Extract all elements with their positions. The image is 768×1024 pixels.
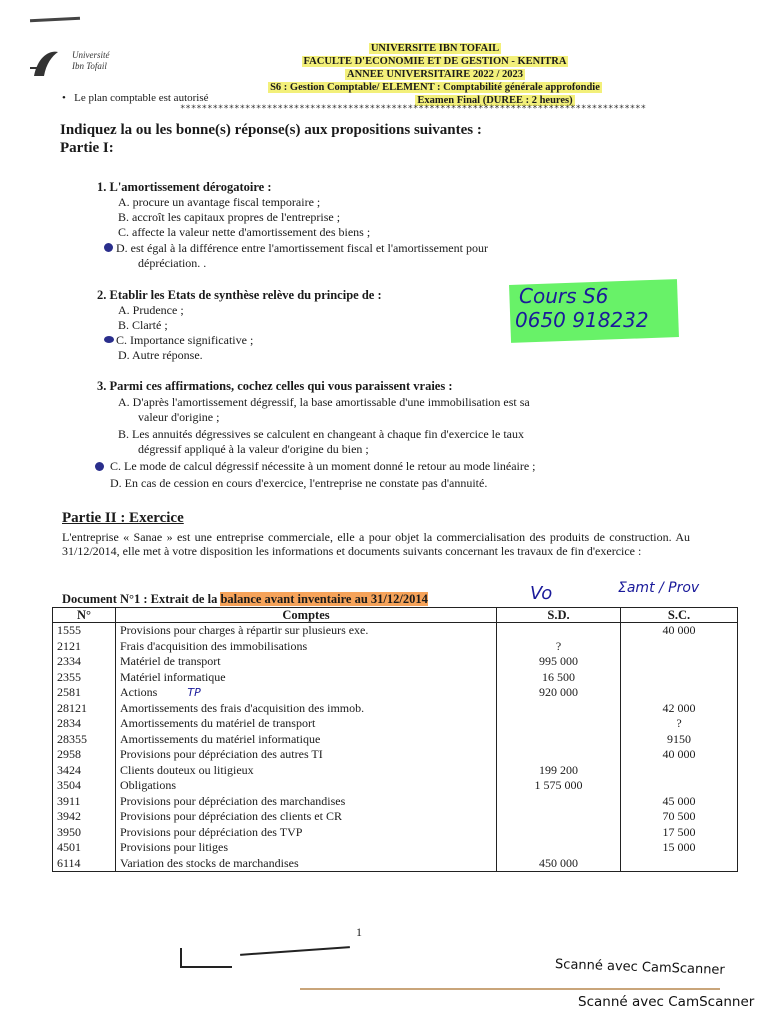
question-2-option-c: C. Importance significative ; <box>116 333 254 347</box>
document-1-title: Document N°1 : Extrait de la balance avant inventaire au 31/12/2014 <box>62 592 428 606</box>
question-1-option-a: A. procure un avantage fiscal temporaire ; <box>118 195 321 209</box>
cell-sd: 199 200 <box>497 763 621 779</box>
cell-sd: 1 575 000 <box>497 778 621 794</box>
cell-no: 3424 <box>53 763 116 779</box>
col-header-no: N° <box>53 608 116 623</box>
cell-no: 28355 <box>53 732 116 748</box>
table-row <box>53 654 738 670</box>
separator-stars: ************************************************************************************** <box>180 104 646 114</box>
camscanner-watermark: Scanné avec CamScanner <box>554 957 726 978</box>
table-row <box>53 701 738 717</box>
cell-sc <box>621 654 738 670</box>
answer-mark-icon <box>95 462 104 471</box>
cell-sc <box>621 856 738 872</box>
table-row <box>53 840 738 856</box>
cell-sc: 17 500 <box>621 825 738 841</box>
table-row <box>53 809 738 825</box>
cell-no: 6114 <box>53 856 116 872</box>
instruction-heading: Indiquez la ou les bonne(s) réponse(s) aux propositions suivantes : <box>60 122 482 138</box>
cell-sd: 16 500 <box>497 670 621 686</box>
cell-no: 3950 <box>53 825 116 841</box>
table-row <box>53 732 738 748</box>
plan-comptable-note: • Le plan comptable est autorisé <box>62 92 209 104</box>
header-line-1: UNIVERSITE IBN TOFAIL <box>370 43 500 54</box>
cell-compte: Amortissements du matériel informatique <box>116 732 497 748</box>
col-header-sc: S.C. <box>621 608 738 623</box>
cell-compte: Variation des stocks de marchandises <box>116 856 497 872</box>
question-3-option-a-cont: valeur d'origine ; <box>138 410 220 424</box>
cell-sc <box>621 639 738 655</box>
page-number: 1 <box>356 925 362 939</box>
cell-sc: 40 000 <box>621 747 738 763</box>
cell-no: 2334 <box>53 654 116 670</box>
handwritten-tp: TP <box>187 686 201 699</box>
handwritten-vo: Vo <box>530 583 553 604</box>
cell-compte: Provisions pour charges à répartir sur plusieurs exe. <box>116 623 497 639</box>
cell-compte: Matériel de transport <box>116 654 497 670</box>
cell-sc <box>621 685 738 701</box>
exercise-paragraph: L'entreprise « Sanae » est une entreprise commerciale, elle a pour objet la commercialisation des produits de construction. Au 31/12/2014, elle met à votre disposition les informations et documents suivants concernant les travaux de fin d'exercice : <box>62 530 690 558</box>
cell-sc: 42 000 <box>621 701 738 717</box>
document-1-highlight: balance avant inventaire au 31/12/2014 <box>220 592 428 606</box>
cell-sd <box>497 747 621 763</box>
university-logo-icon <box>28 46 66 80</box>
cell-no: 3504 <box>53 778 116 794</box>
cell-no: 3911 <box>53 794 116 810</box>
page-edge-line <box>300 988 720 990</box>
question-3-option-c: C. Le mode de calcul dégressif nécessite à un moment donné le retour au mode linéaire ; <box>110 459 536 473</box>
question-2-option-d: D. Autre réponse. <box>118 348 203 362</box>
table-row <box>53 825 738 841</box>
university-logo-text: Université Ibn Tofail <box>72 50 110 71</box>
cell-sd: ? <box>497 639 621 655</box>
question-1-option-d: D. est égal à la différence entre l'amortissement fiscal et l'amortissement pour <box>116 241 488 255</box>
cell-sc: 70 500 <box>621 809 738 825</box>
question-2-option-a: A. Prudence ; <box>118 303 184 317</box>
question-1-option-d-cont: dépréciation. . <box>138 256 207 270</box>
cell-no: 1555 <box>53 623 116 639</box>
cell-compte: Provisions pour dépréciation des autres TI <box>116 747 497 763</box>
cell-sd <box>497 701 621 717</box>
question-1-option-c: C. affecte la valeur nette d'amortissement des biens ; <box>118 225 371 239</box>
table-row <box>53 747 738 763</box>
header-line-2: FACULTE D'ECONOMIE ET DE GESTION - KENITRA <box>303 56 567 67</box>
header-line-5: Examen Final (DUREE : 2 heures) <box>417 95 573 106</box>
cell-sd <box>497 840 621 856</box>
cell-sc: 45 000 <box>621 794 738 810</box>
cell-no: 2834 <box>53 716 116 732</box>
cell-sc <box>621 763 738 779</box>
table-row <box>53 794 738 810</box>
col-header-comptes: Comptes <box>116 608 497 623</box>
table-row <box>53 856 738 872</box>
cell-sc: 9150 <box>621 732 738 748</box>
question-1-title: 1. L'amortissement dérogatoire : <box>97 180 272 194</box>
cell-sc: 40 000 <box>621 623 738 639</box>
header-line-4: S6 : Gestion Comptable/ ELEMENT : Comptabilité générale approfondie <box>270 82 600 93</box>
cell-compte: Provisions pour dépréciation des TVP <box>116 825 497 841</box>
cell-compte: Provisions pour dépréciation des clients et CR <box>116 809 497 825</box>
camscanner-watermark: Scanné avec CamScanner <box>578 994 755 1010</box>
table-row <box>53 670 738 686</box>
table-row <box>53 639 738 655</box>
question-3-option-b-cont: dégressif appliqué à la valeur d'origine du bien ; <box>138 442 369 456</box>
cell-no: 2121 <box>53 639 116 655</box>
partie1-title: Partie I: <box>60 140 114 156</box>
table-row <box>53 685 738 701</box>
cell-compte: Obligations <box>116 778 497 794</box>
cell-compte: Amortissements du matériel de transport <box>116 716 497 732</box>
cell-sd: 920 000 <box>497 685 621 701</box>
question-3-option-b: B. Les annuités dégressives se calculent en changeant à chaque fin d'exercice le taux <box>118 427 524 441</box>
question-2-title: 2. Etablir les Etats de synthèse relève du principe de : <box>97 288 382 302</box>
signature-stroke <box>180 948 232 968</box>
cell-compte: Provisions pour litiges <box>116 840 497 856</box>
question-1-option-b: B. accroît les capitaux propres de l'entreprise ; <box>118 210 341 224</box>
cell-compte: Actions TP <box>116 685 497 701</box>
question-3-title: 3. Parmi ces affirmations, cochez celles qui vous paraissent vraies : <box>97 379 453 393</box>
table-header-row <box>53 608 738 623</box>
handwritten-eamt: Σamt / Prov <box>618 580 700 596</box>
handwritten-note: Cours S6 0650 918232 <box>515 284 649 332</box>
cell-compte: Frais d'acquisition des immobilisations <box>116 639 497 655</box>
scan-mark <box>30 17 80 23</box>
header-line-3: ANNEE UNIVERSITAIRE 2022 / 2023 <box>347 69 523 80</box>
answer-mark-icon <box>104 336 114 343</box>
cell-no: 2355 <box>53 670 116 686</box>
cell-sc: 15 000 <box>621 840 738 856</box>
cell-sd <box>497 623 621 639</box>
cell-sd <box>497 716 621 732</box>
signature-stroke <box>240 946 350 956</box>
question-3-option-d: D. En cas de cession en cours d'exercice, l'entreprise ne constate pas d'annuité. <box>110 476 488 490</box>
cell-sc <box>621 670 738 686</box>
cell-sc <box>621 778 738 794</box>
cell-sd <box>497 825 621 841</box>
table-row <box>53 623 738 639</box>
question-2-option-b: B. Clarté ; <box>118 318 168 332</box>
cell-compte: Matériel informatique <box>116 670 497 686</box>
cell-sd: 450 000 <box>497 856 621 872</box>
exam-header <box>200 42 670 107</box>
cell-no: 2581 <box>53 685 116 701</box>
cell-compte: Clients douteux ou litigieux <box>116 763 497 779</box>
cell-sd: 995 000 <box>497 654 621 670</box>
question-3-option-a: A. D'après l'amortissement dégressif, la base amortissable d'une immobilisation est sa <box>118 395 530 409</box>
cell-no: 4501 <box>53 840 116 856</box>
table-row <box>53 778 738 794</box>
answer-mark-icon <box>104 243 113 252</box>
cell-compte: Provisions pour dépréciation des marchandises <box>116 794 497 810</box>
cell-sc: ? <box>621 716 738 732</box>
cell-compte: Amortissements des frais d'acquisition des immob. <box>116 701 497 717</box>
cell-no: 2958 <box>53 747 116 763</box>
col-header-sd: S.D. <box>497 608 621 623</box>
cell-sd <box>497 809 621 825</box>
table-row <box>53 716 738 732</box>
cell-sd <box>497 732 621 748</box>
partie2-title: Partie II : Exercice <box>62 510 184 526</box>
cell-no: 3942 <box>53 809 116 825</box>
cell-no: 28121 <box>53 701 116 717</box>
balance-table <box>52 607 738 872</box>
table-row <box>53 763 738 779</box>
cell-sd <box>497 794 621 810</box>
